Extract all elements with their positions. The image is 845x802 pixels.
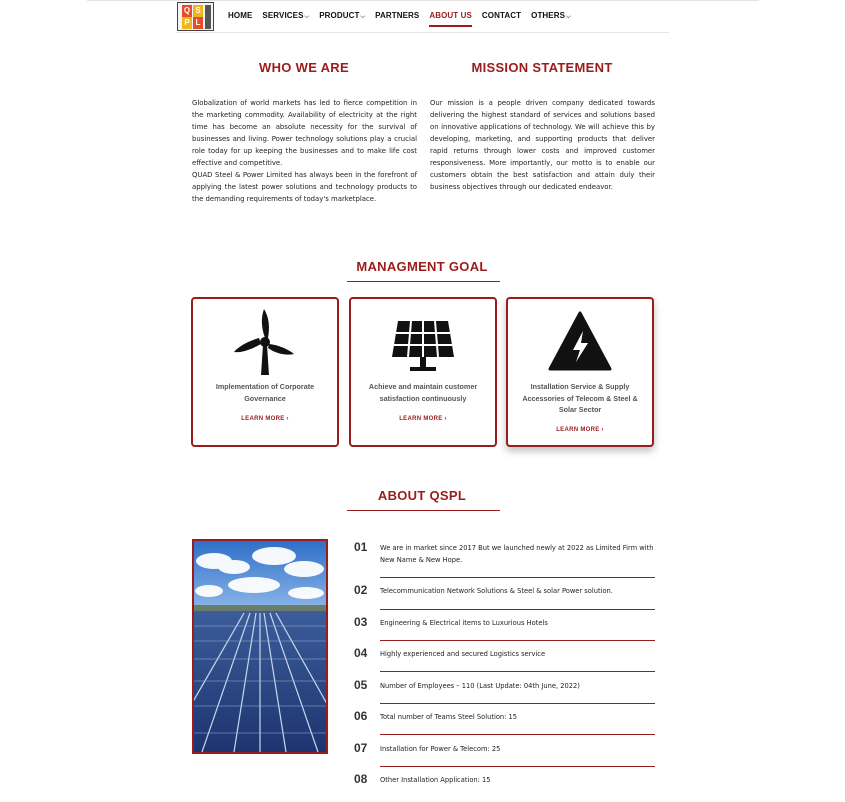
logo-letter: P [182,17,192,29]
who-we-are-text [192,97,417,205]
item-text: We are in market since 2017 But we launched newly at 2022 as Limited Firm with New Name & New Hope. [380,544,654,564]
nav-label: OTHERS [531,11,566,20]
goal-card-satisfaction[interactable] [349,297,497,447]
logo-letter: L [193,17,203,29]
who-we-are-paragraph: QUAD Steel & Power Limited has always been in the forefront of applying the latest power solutions and technology products to the demanding requirements of today's marketplace. [192,171,417,203]
learn-more-link[interactable]: LEARN MORE › [241,416,289,422]
who-we-are-title: WHO WE ARE [259,60,349,75]
section-underline [347,281,500,282]
nav-label: CONTACT [481,11,522,20]
section-underline [347,510,500,511]
item-text: Other Installation Application: 15 [380,776,491,784]
chevron-down-icon: ⌵ [360,14,366,20]
management-goal-title: MANAGMENT GOAL [356,259,488,274]
item-text: Total number of Teams Steel Solution: 15 [380,713,518,721]
chevron-down-icon: ⌵ [304,14,310,20]
logo-letter: S [193,5,203,17]
item-divider [380,703,655,704]
item-text: Telecommunication Network Solutions & Steel & solar Power solution. [380,587,613,595]
item-number: 08 [354,772,368,786]
item-divider [380,577,655,578]
item-number: 07 [354,741,368,755]
item-text: Installation for Power & Telecom: 25 [380,745,501,753]
nav-item-home[interactable] [228,11,252,21]
about-qspl-title: ABOUT QSPL [377,488,467,503]
goal-card-title: Implementation of Corporate Governance [215,382,315,403]
nav-label: ABOUT US [429,11,472,20]
item-divider [380,734,655,735]
item-number: 01 [354,540,368,554]
item-text: Highly experienced and secured Logistics service [380,650,546,658]
nav-item-services[interactable] [262,11,309,21]
solar-panel-icon [351,307,495,377]
goal-card-governance[interactable] [191,297,339,447]
mission-title: MISSION STATEMENT [471,60,613,75]
nav-label: HOME [228,11,253,20]
item-divider [380,766,655,767]
nav-item-product[interactable] [319,11,365,21]
item-number: 02 [354,583,368,597]
item-number: 06 [354,709,368,723]
main-menu [228,11,571,21]
nav-label: SERVICES [262,11,304,20]
qspl-logo[interactable] [177,2,214,31]
item-divider [380,640,655,641]
logo-bar [205,5,211,29]
item-number: 03 [354,615,368,629]
nav-item-contact[interactable] [482,11,521,21]
high-voltage-icon [508,307,652,377]
nav-label: PARTNERS [375,11,420,20]
nav-item-partners[interactable] [375,11,419,21]
item-number: 04 [354,646,368,660]
wind-turbine-icon [193,307,337,377]
item-number: 05 [354,678,368,692]
solar-farm-image [192,539,328,754]
item-divider [380,609,655,610]
item-text: Number of Employees – 110 (Last Update: 04th June, 2022) [380,682,580,690]
top-navigation [176,0,669,33]
goal-card-title: Achieve and maintain customer satisfaction continuously [368,382,478,403]
logo-letter: Q [183,6,191,15]
goal-card-title: Installation Service & Supply Accessories of Telecom & Steel & Solar Sector [522,382,638,414]
item-divider [380,671,655,672]
nav-label: PRODUCT [319,11,360,20]
goal-card-installation[interactable] [506,297,654,447]
learn-more-link[interactable]: LEARN MORE › [399,416,447,422]
chevron-down-icon: ⌵ [566,14,571,20]
item-text: Engineering & Electrical items to Luxurious Hotels [380,619,548,627]
who-we-are-paragraph: Globalization of world markets has led to fierce competition in the marketing commodity. Availability of electricity at the right time has become an absolute necessity for the survival of businesses and living. Power technology solutions play a crucial role today for up keeping the businesses and to make life cost effective and competitive. [192,99,417,167]
nav-item-about-us[interactable] [429,11,472,21]
mission-text: Our mission is a people driven company dedicated towards delivering the highest standard of services and solutions based on innovative applications of technology. We will achieve this by developing, marketing, and supporting products that deliver rapid returns through lower costs and improved customer responsiveness. More importantly, our motto is to enable our customers obtain the best satisfaction and attain duly their business objectives through our dedicated endeavor. [430,99,655,191]
learn-more-link[interactable]: LEARN MORE › [556,427,604,433]
nav-item-others[interactable] [531,11,571,21]
